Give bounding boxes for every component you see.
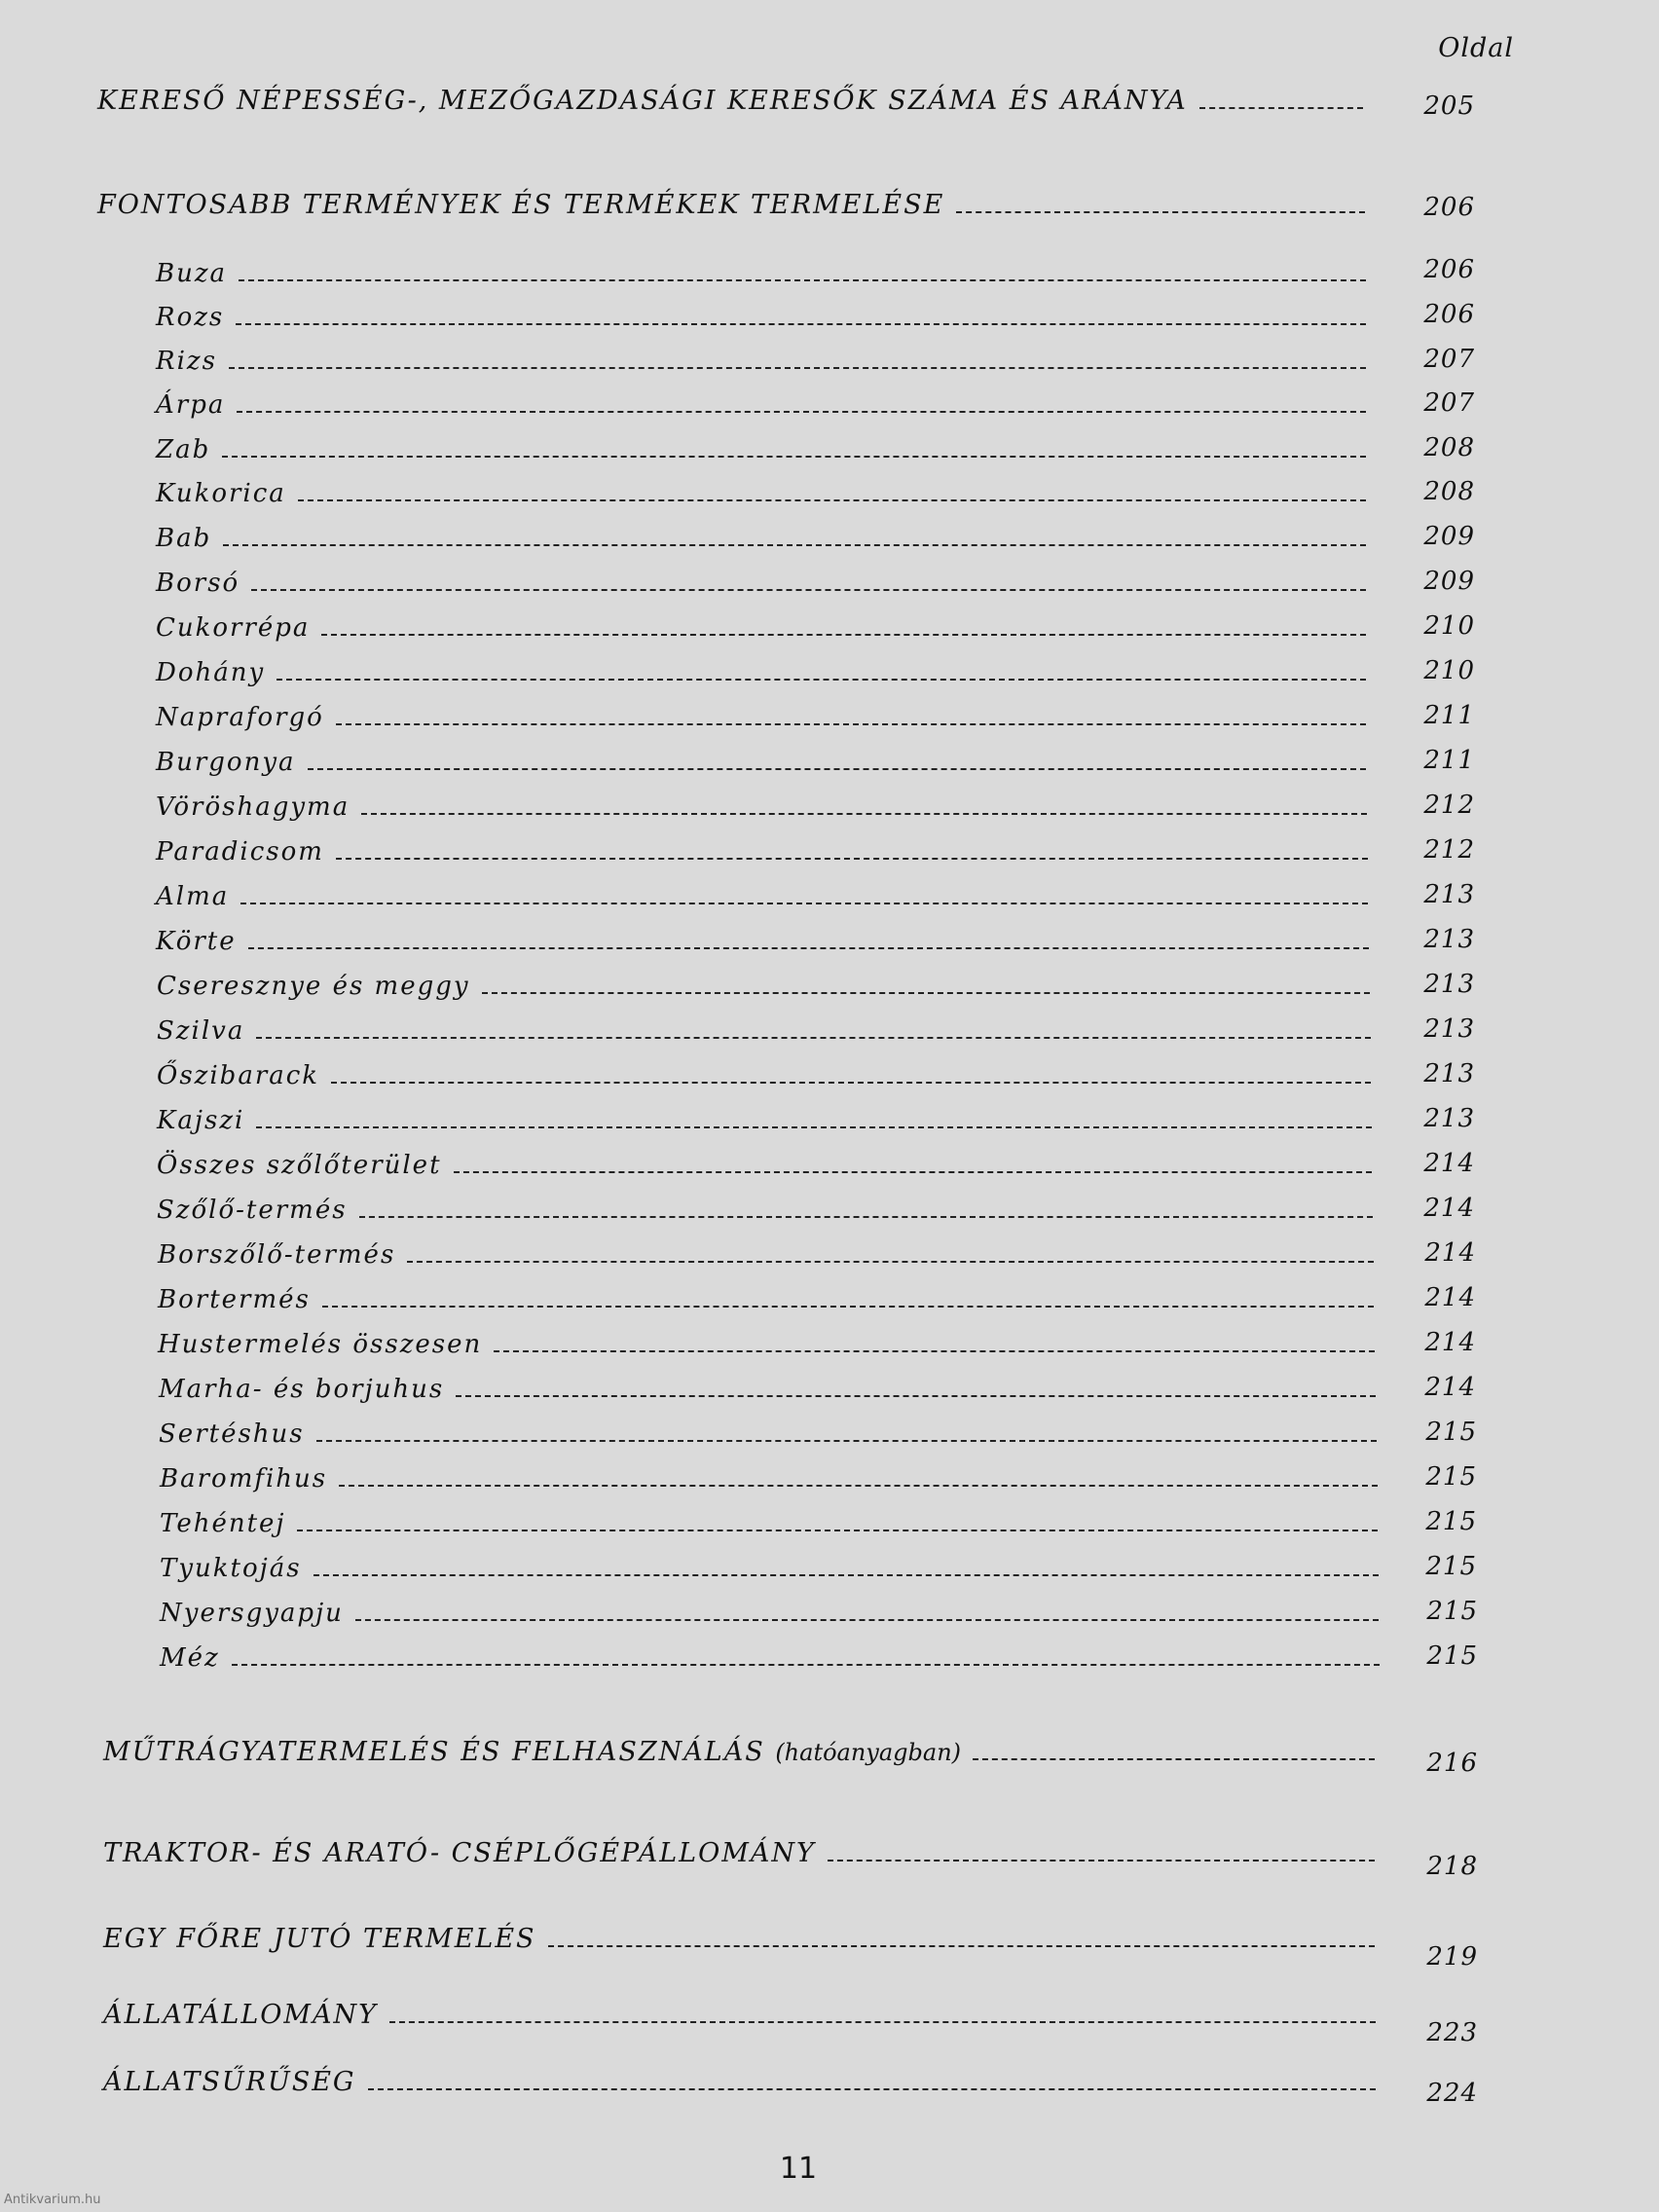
toc-item xyxy=(157,1106,1372,1135)
dot-leader xyxy=(1199,107,1363,109)
toc-page-number: 215 xyxy=(1425,1418,1477,1447)
toc-page-number: 213 xyxy=(1423,880,1475,909)
toc-item xyxy=(156,927,1369,956)
toc-page-number: 208 xyxy=(1423,477,1475,506)
dot-leader xyxy=(222,456,1366,458)
toc-item xyxy=(159,1375,1376,1404)
toc-item xyxy=(160,1464,1378,1493)
toc-page-number: 216 xyxy=(1426,1749,1478,1778)
toc-page-number: 213 xyxy=(1423,1059,1475,1088)
dot-leader xyxy=(248,947,1369,949)
toc-item-label: Bortermés xyxy=(158,1285,311,1314)
toc-section-label: KERESŐ NÉPESSÉG-, MEZŐGAZDASÁGI KERESŐK SZÁMA ÉS ARÁNYA xyxy=(97,86,1188,116)
toc-item xyxy=(156,613,1366,643)
toc-item-label: Szilva xyxy=(157,1016,245,1046)
dot-leader xyxy=(494,1350,1375,1352)
toc-item-label: Marha- és borjuhus xyxy=(159,1375,445,1404)
toc-item-label: Dohány xyxy=(156,658,266,687)
toc-page-number: 214 xyxy=(1424,1373,1476,1402)
watermark: Antikvarium.hu xyxy=(4,2193,101,2207)
dot-leader xyxy=(368,2088,1377,2090)
toc-item-label: Cukorrépa xyxy=(156,613,311,643)
toc-section xyxy=(103,2067,1376,2097)
toc-section-title: MŰTRÁGYATERMELÉS ÉS FELHASZNÁLÁS xyxy=(103,1737,765,1767)
toc-page-number: 209 xyxy=(1423,567,1475,596)
toc-page-number: 224 xyxy=(1426,2079,1478,2108)
toc-item-label: Napraforgó xyxy=(156,703,324,732)
dot-leader xyxy=(321,634,1366,636)
toc-page-number: 213 xyxy=(1423,1104,1475,1133)
toc-item-label: Méz xyxy=(160,1643,220,1673)
toc-item-label: Rizs xyxy=(156,347,217,376)
toc-item xyxy=(160,1599,1379,1628)
toc-item-label: Hustermelés összesen xyxy=(158,1330,483,1359)
toc-item-label: Nyersgyapju xyxy=(160,1599,344,1628)
toc-page-number: 210 xyxy=(1423,611,1475,641)
toc-page-number: 211 xyxy=(1423,746,1475,775)
toc-item-label: Tehéntej xyxy=(160,1509,286,1538)
page-column-header: Oldal xyxy=(1438,33,1514,63)
toc-item xyxy=(157,1016,1371,1046)
dot-leader xyxy=(223,544,1366,546)
dot-leader xyxy=(482,992,1370,994)
toc-page-number: 215 xyxy=(1425,1552,1477,1581)
toc-page-number: 213 xyxy=(1423,925,1475,954)
toc-section-note: (hatóanyagban) xyxy=(775,1739,962,1766)
dot-leader xyxy=(454,1171,1372,1173)
toc-item-label: Összes szőlőterület xyxy=(157,1151,442,1180)
toc-item-label: Kukorica xyxy=(156,479,286,508)
dot-leader xyxy=(456,1395,1376,1397)
toc-page-number: 215 xyxy=(1426,1641,1478,1671)
toc-page-number: 208 xyxy=(1423,433,1475,462)
toc-page-number: 219 xyxy=(1426,1942,1478,1972)
toc-page-number: 210 xyxy=(1423,656,1475,685)
dot-leader xyxy=(548,1945,1375,1947)
toc-item xyxy=(156,259,1366,288)
toc-item-label: Árpa xyxy=(156,390,226,420)
toc-page-number: 214 xyxy=(1423,1194,1475,1223)
dot-leader xyxy=(256,1037,1371,1039)
toc-item-label: Borszőlő-termés xyxy=(158,1240,396,1270)
toc-item xyxy=(157,972,1370,1001)
dot-leader xyxy=(322,1306,1374,1308)
toc-page-number: 206 xyxy=(1423,193,1475,222)
toc-item xyxy=(158,1240,1374,1270)
toc-section-label: ÁLLATÁLLOMÁNY xyxy=(103,2000,378,2030)
dot-leader xyxy=(389,2021,1376,2023)
toc-item xyxy=(156,658,1366,687)
dot-leader xyxy=(361,813,1367,815)
dot-leader xyxy=(239,279,1366,281)
toc-item xyxy=(157,1061,1371,1090)
toc-item-label: Vöröshagyma xyxy=(156,793,350,822)
toc-item-label: Sertéshus xyxy=(159,1419,305,1449)
dot-leader xyxy=(973,1758,1375,1760)
dot-leader xyxy=(828,1860,1375,1862)
toc-page-number: 215 xyxy=(1426,1597,1478,1626)
toc-item-label: Zab xyxy=(156,435,211,464)
toc-item xyxy=(156,748,1366,777)
toc-item-label: Kajszi xyxy=(157,1106,245,1135)
dot-leader xyxy=(256,1126,1372,1128)
toc-page-number: 215 xyxy=(1425,1507,1477,1536)
dot-leader xyxy=(339,1485,1378,1487)
toc-item-label: Tyuktojás xyxy=(160,1554,302,1583)
dot-leader xyxy=(308,768,1366,770)
toc-section-label xyxy=(103,1737,973,1767)
toc-page-number: 206 xyxy=(1423,255,1475,284)
dot-leader xyxy=(229,367,1366,369)
toc-item-label: Cseresznye és meggy xyxy=(157,972,470,1001)
dot-leader xyxy=(276,679,1366,681)
toc-item-label: Bab xyxy=(156,524,212,553)
dot-leader xyxy=(316,1440,1377,1442)
toc-item-label: Alma xyxy=(156,882,230,911)
toc-page-number: 207 xyxy=(1423,388,1475,418)
toc-item-label: Szőlő-termés xyxy=(157,1196,348,1225)
toc-page-number: 213 xyxy=(1423,970,1475,999)
toc-page-number: 212 xyxy=(1423,791,1475,820)
toc-item xyxy=(160,1643,1380,1673)
toc-item-label: Buza xyxy=(156,259,228,288)
toc-page-number: 205 xyxy=(1423,92,1475,121)
toc-page-number: 214 xyxy=(1424,1328,1476,1357)
toc-item-label: Körte xyxy=(156,927,237,956)
toc-item xyxy=(160,1554,1379,1583)
toc-page-number: 214 xyxy=(1423,1149,1475,1178)
dot-leader xyxy=(251,589,1366,591)
toc-section-label: FONTOSABB TERMÉNYEK ÉS TERMÉKEK TERMELÉSE xyxy=(97,190,945,220)
toc-page-number: 214 xyxy=(1424,1238,1476,1268)
toc-item-label: Rozs xyxy=(156,303,225,332)
toc-item xyxy=(156,882,1368,911)
toc-page-number: 213 xyxy=(1423,1014,1475,1044)
toc-page-number: 214 xyxy=(1424,1283,1476,1312)
dot-leader xyxy=(336,723,1366,725)
dot-leader xyxy=(237,411,1366,413)
toc-item xyxy=(158,1330,1375,1359)
toc-item xyxy=(156,524,1366,553)
toc-page-number: 207 xyxy=(1423,345,1475,374)
toc-item xyxy=(160,1509,1378,1538)
toc-section-label: TRAKTOR- ÉS ARATÓ- CSÉPLŐGÉPÁLLOMÁNY xyxy=(103,1838,816,1868)
toc-item xyxy=(156,703,1366,732)
dot-leader xyxy=(331,1082,1371,1084)
toc-item xyxy=(156,569,1366,598)
dot-leader xyxy=(313,1574,1379,1576)
toc-item-label: Burgonya xyxy=(156,748,296,777)
toc-section xyxy=(103,1924,1375,1954)
toc-item xyxy=(157,1196,1373,1225)
page-number: 11 xyxy=(779,2152,818,2186)
toc-page-number: 209 xyxy=(1423,522,1475,551)
toc-item-label: Őszibarack xyxy=(157,1061,320,1090)
toc-item-label: Baromfihus xyxy=(160,1464,328,1493)
toc-section xyxy=(103,1838,1375,1868)
toc-item xyxy=(159,1419,1377,1449)
toc-item xyxy=(156,347,1366,376)
dot-leader xyxy=(298,499,1366,501)
dot-leader xyxy=(240,903,1368,904)
toc-item xyxy=(156,837,1368,866)
toc-page-number: 218 xyxy=(1426,1852,1478,1881)
toc-page-number: 212 xyxy=(1423,835,1475,865)
toc-section-label: EGY FŐRE JUTÓ TERMELÉS xyxy=(103,1924,536,1954)
toc-page-number: 206 xyxy=(1423,300,1475,329)
dot-leader xyxy=(355,1619,1379,1621)
dot-leader xyxy=(407,1261,1374,1263)
dot-leader xyxy=(232,1664,1380,1666)
dot-leader xyxy=(297,1530,1378,1531)
toc-item xyxy=(156,793,1367,822)
dot-leader xyxy=(359,1216,1373,1218)
toc-section-label: ÁLLATSŰRŰSÉG xyxy=(103,2067,356,2097)
toc-item xyxy=(157,1151,1372,1180)
toc-item-label: Borsó xyxy=(156,569,240,598)
toc-item xyxy=(156,435,1366,464)
toc-section xyxy=(103,1737,1375,1767)
toc-item-label: Paradicsom xyxy=(156,837,324,866)
toc-item xyxy=(156,390,1366,420)
dot-leader xyxy=(336,858,1368,860)
toc-section xyxy=(97,86,1363,116)
toc-item xyxy=(156,479,1366,508)
dot-leader xyxy=(956,211,1365,213)
toc-item xyxy=(158,1285,1374,1314)
toc-item xyxy=(156,303,1366,332)
toc-section xyxy=(103,2000,1376,2030)
toc-page-number: 211 xyxy=(1423,701,1475,730)
toc-section xyxy=(97,190,1365,220)
toc-page-number: 223 xyxy=(1426,2018,1478,2047)
dot-leader xyxy=(236,323,1366,325)
toc-page-number: 215 xyxy=(1425,1462,1477,1492)
